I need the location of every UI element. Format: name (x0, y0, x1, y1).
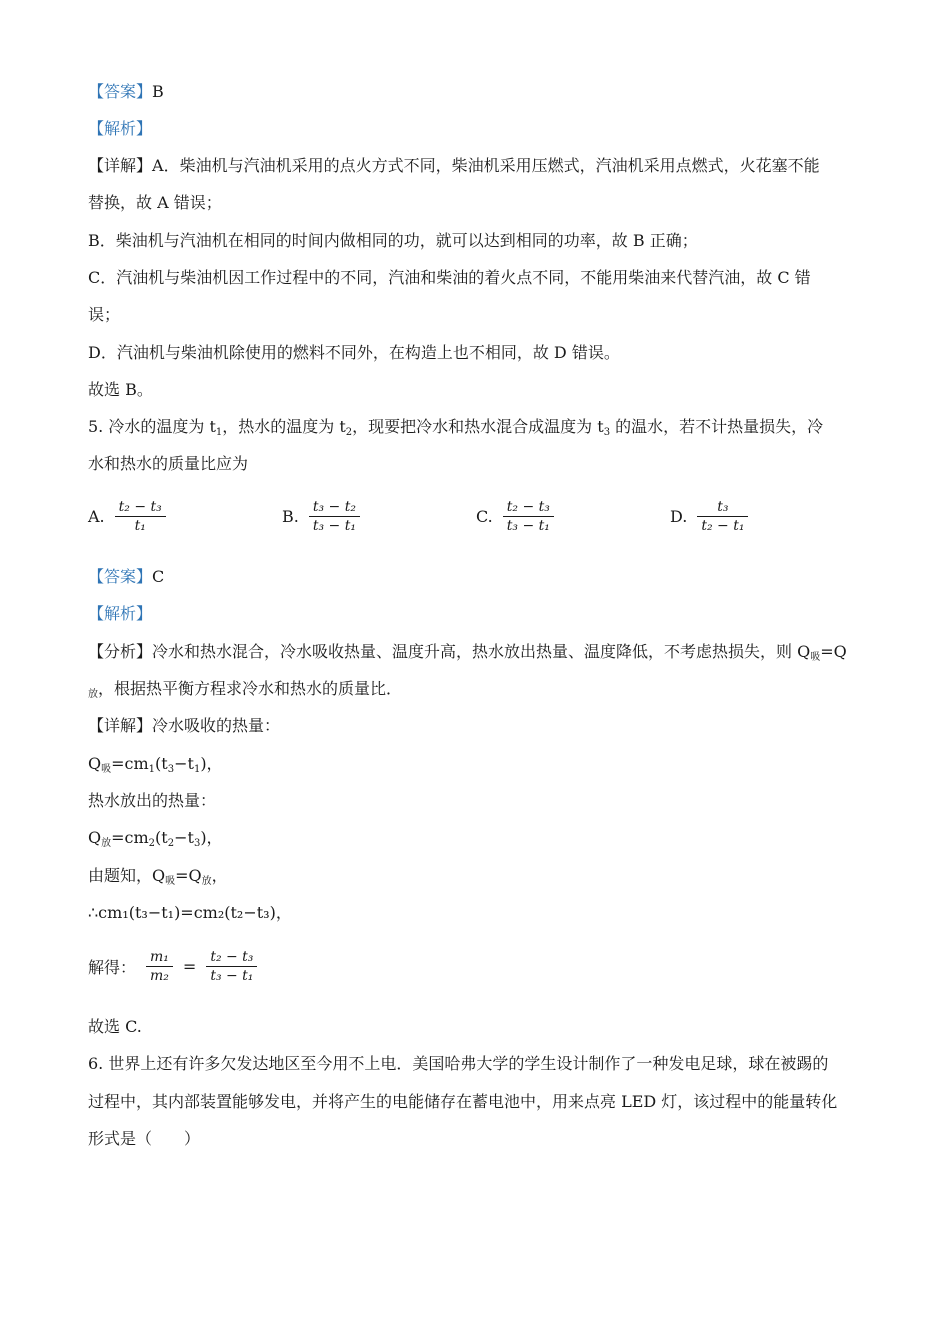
subscript: 吸 (101, 764, 112, 775)
subscript: 吸 (165, 876, 176, 887)
option-label: B. (282, 507, 299, 526)
q4-answer-line (88, 82, 164, 102)
fraction-numerator: m₁ (146, 948, 173, 967)
analysis-text: 冷水和热水混合，冷水吸收热量、温度升高，热水放出热量、温度降低，不考虑热损失，则 Q (152, 642, 811, 661)
subscript: 放 (201, 876, 212, 887)
q5-analysis-line1 (88, 642, 847, 662)
eq-part: Q (88, 754, 102, 773)
option-fraction (115, 498, 166, 535)
q6-line2: 过程中，其内部装置能够发电，并将产生的电能储存在蓄电池中，用来点亮 LED 灯，该过程中的能量转化 (88, 1092, 838, 1111)
q5-analysis-line2 (88, 679, 402, 699)
equals-sign: = (182, 957, 197, 976)
eq-part: )， (200, 828, 223, 847)
subscript: 1 (193, 764, 201, 775)
solve-label: 解得： (88, 958, 137, 977)
option-fraction (309, 498, 360, 535)
answer-value: B (152, 82, 164, 101)
stem-part: ，热水的温度为 t (222, 417, 346, 436)
analysis-text: ，根据热平衡方程求冷水和热水的质量比． (98, 679, 403, 698)
q4-detail-c2: 误； (88, 305, 121, 324)
analysis-tag: 【解析】 (88, 119, 153, 138)
fraction-denominator: m₂ (150, 968, 169, 984)
q5-solution (88, 948, 257, 985)
q4-detail-a2: 替换，故 A 错误； (88, 193, 222, 212)
q4-conclusion: 故选 B。 (88, 380, 153, 399)
fraction-numerator: t₂ − t₃ (115, 498, 166, 517)
fraction-denominator: t₃ − t₁ (506, 518, 550, 534)
option-a (88, 498, 166, 535)
q4-detail-d: D．汽油机与柴油机除使用的燃料不同外，在构造上也不相同，故 D 错误。 (88, 343, 620, 362)
q4-detail-a1 (88, 156, 820, 176)
q5-analysis-tag (88, 604, 152, 624)
subscript: 2 (148, 838, 156, 849)
fraction-numerator: t₂ − t₃ (206, 948, 257, 967)
q5-stem-line1 (88, 417, 823, 437)
option-c (476, 498, 554, 535)
option-label: C. (476, 507, 493, 526)
fraction-denominator: t₂ − t₁ (701, 518, 745, 534)
eq-part: =cm (111, 754, 149, 773)
eq-part: (t (155, 828, 168, 847)
answer-tag: 【答案】 (88, 82, 153, 101)
q4-detail-b: B．柴油机与汽油机在相同的时间内做相同的功，就可以达到相同的功率，故 B 正确； (88, 231, 698, 250)
q5-conclusion: 故选 C. (88, 1017, 142, 1036)
analysis-text: =Q (820, 642, 847, 661)
subscript: 3 (193, 838, 201, 849)
subscript: 3 (167, 764, 175, 775)
q5-answer-line (88, 567, 164, 587)
fraction-denominator: t₃ − t₁ (210, 968, 254, 984)
q4-detail-c1: C．汽油机与柴油机因工作过程中的不同，汽油和柴油的着火点不同，不能用柴油来代替汽油，故 C 错 (88, 268, 811, 287)
fraction-denominator: t₁ (134, 518, 146, 534)
eq-part: (t (155, 754, 168, 773)
stem-part: 的温水，若不计热量损失，冷 (610, 417, 824, 436)
eq-part: 由题知，Q (88, 866, 166, 885)
solve-lhs-fraction (146, 948, 173, 985)
answer-value: C (152, 567, 165, 586)
detail-text: 冷水吸收的热量： (152, 716, 281, 735)
option-label: A. (88, 507, 105, 526)
stem-part: 5. 冷水的温度为 t (88, 417, 216, 436)
q5-stem-line2: 水和热水的质量比应为 (88, 454, 249, 473)
eq-part: ， (211, 866, 228, 885)
fraction-denominator: t₃ − t₁ (312, 518, 356, 534)
option-label: D. (670, 507, 688, 526)
detail-tag: 【详解】 (88, 716, 153, 735)
analysis-tag: 【解析】 (88, 604, 153, 623)
option-d (670, 498, 748, 535)
q5-therefore-equation: ∴cm₁(t₃−t₁)=cm₂(t₂−t₃)， (88, 903, 292, 922)
option-fraction (697, 498, 748, 535)
stem-part: ，现要把冷水和热水混合成温度为 t (352, 417, 604, 436)
answer-tag: 【答案】 (88, 567, 153, 586)
q4-analysis-tag (88, 119, 152, 139)
eq-part: −t (174, 754, 194, 773)
subscript: 1 (148, 764, 156, 775)
fraction-numerator: t₃ (697, 498, 748, 517)
q5-detail-line1 (88, 716, 280, 736)
q5-equation-released (88, 828, 223, 848)
subscript: 放 (101, 838, 112, 849)
q6-line1: 6. 世界上还有许多欠发达地区至今用不上电．美国哈弗大学的学生设计制作了一种发电足球，球在被踢的 (88, 1054, 829, 1073)
eq-part: −t (174, 828, 194, 847)
solve-rhs-fraction (206, 948, 257, 985)
q5-detail-line2: 热水放出的热量： (88, 791, 217, 810)
q5-equation-absorbed (88, 754, 223, 774)
eq-part: =Q (175, 866, 202, 885)
subscript: 放 (88, 689, 98, 700)
analysis-sub-tag: 【分析】 (88, 642, 153, 661)
eq-part: )， (200, 754, 223, 773)
subscript: 2 (345, 427, 353, 438)
subscript: 1 (215, 427, 223, 438)
detail-tag: 【详解】 (88, 156, 153, 175)
subscript: 2 (167, 838, 175, 849)
detail-text: A．柴油机与汽油机采用的点火方式不同，柴油机采用压燃式，汽油机采用点燃式，火花塞不能 (152, 156, 820, 175)
eq-part: =cm (111, 828, 149, 847)
eq-part: Q (88, 828, 102, 847)
fraction-numerator: t₂ − t₃ (503, 498, 554, 517)
subscript: 3 (603, 427, 611, 438)
option-fraction (503, 498, 554, 535)
q6-line3: 形式是（ ） (88, 1129, 201, 1148)
fraction-numerator: t₃ − t₂ (309, 498, 360, 517)
subscript: 吸 (810, 652, 821, 663)
q5-known-condition (88, 866, 228, 886)
option-b (282, 498, 360, 535)
